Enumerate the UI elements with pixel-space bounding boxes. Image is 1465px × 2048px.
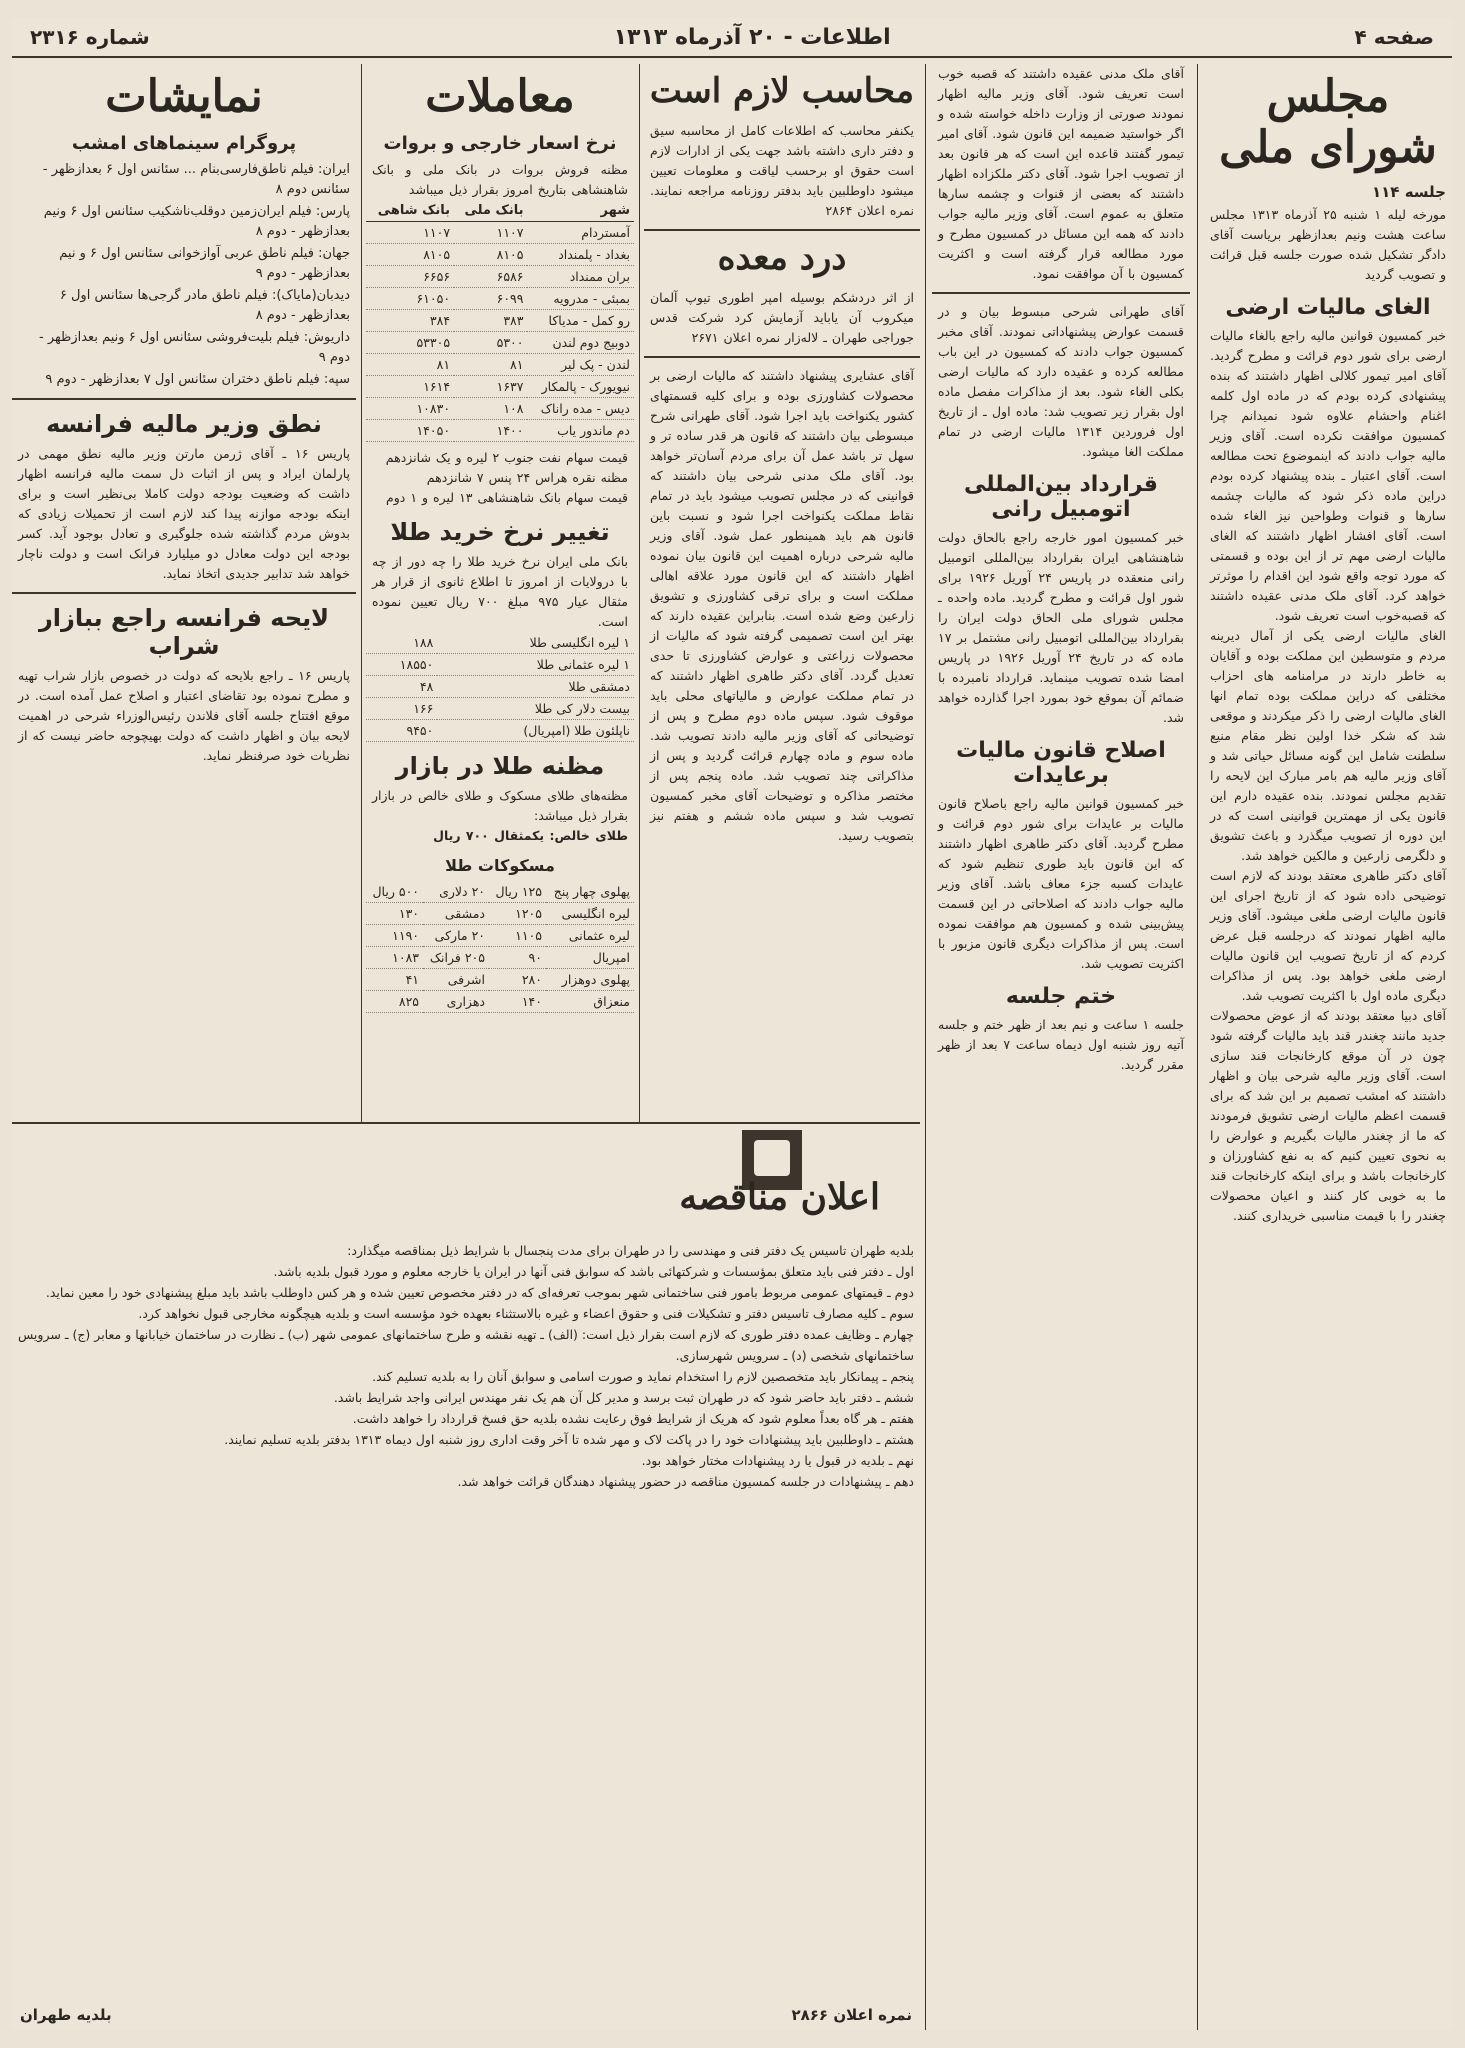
exchange-row — [366, 221, 634, 243]
exchange-cell: ۱۶۱۴ — [366, 375, 454, 397]
parliament-text-3: آقای دکتر طاهری معتقد بودند که لازم است توضیحی داده شود که از تاریخ اجرای این قانون مالیات ارضی ملغی میشود. آقای وزیر مالیه اظهار نمودند که درجلسه قبل عرض کردم که از تاریخ تصویب این قانون مالیات ارضی ملغی خواهد بود. پس از مذاکرات دیگری ماده اول با اکثریت تصویب شد. — [1210, 868, 1446, 1004]
coin-cell: پهلوی دوهزار — [546, 968, 634, 990]
divider — [12, 592, 356, 594]
exchange-cell: رو کمل - مدیاکا — [527, 309, 634, 331]
gold-row — [366, 653, 634, 675]
divider — [12, 398, 356, 400]
gold-cell: ۱ لیره عثمانی طلا — [437, 653, 634, 675]
cinema-title: نمایشات — [105, 71, 263, 122]
coin-cell: دمشقی — [423, 902, 489, 924]
exchange-header-row — [366, 200, 634, 222]
exchange-cell: لندن - پک لیر — [527, 353, 634, 375]
exchange-row — [366, 287, 634, 309]
exchange-row — [366, 353, 634, 375]
masthead — [12, 18, 1452, 58]
tender-item: هشتم ـ داوطلبین باید پیشنهادات خود را در پاکت لاک و مهر شده تا آخر وقت اداری روز شنبه اول دیماه ۱۳۱۳ بدفتر بلدیه تسلیم نمایند. — [224, 1432, 914, 1447]
trade-title: معاملات — [425, 71, 575, 122]
accountant-ad-title: محاسب لازم است — [649, 71, 915, 111]
middle-text-1: آقای ملک مدنی عقیده داشتند که قصبه خوب است تعریف شود. آقای وزیر مالیه اظهار نمودند صورتی از وزارت داخله خواسته شده و اگر خواستید ضمیمه این قانون شود. آقای امیر تیمور گفتند قاعده این است که هر قانون بعد از تصویب اجرا شود. آقای دکتر ملکزاده اظهار داشتند که بعضی از قنوات و چشمه سارها متعلق به عموم است. آقای وزیر مالیه جواب دادند که همه این مسائل در کمسیون مطرح و مورد مطالعه قرار گرفته است و اکثریت کمسیون با آن موافقت نمود. — [938, 66, 1184, 281]
tender-item: نهم ـ بلدیه در قبول یا رد پیشنهادات مختار خواهد بود. — [641, 1453, 914, 1468]
debate-text: آقای عشایری پیشنهاد داشتند که مالیات ارضی بر محصولات کشاورزی بوده و برای کلیه قسمتهای کشور یکنواخت باید اجرا شود. آقای طهرانی شرح مبسوطی بیان داشتند که قانون هر قدر ساده تر و سهل تر باشد عمل آن برای مردم آسان‌تر خواهد بود. آقای ملک مدنی شرحی بیان داشتند که قوانینی که در مجلس تصویب میشود باید در تمام نقاط مملکت یکنواخت اجرا شود و نسبت باین قانون هم باید همینطور عمل شود. آقای وزیر مالیه شرحی درباره اهمیت این قانون بیان نموده اظهار داشتند که این قانون مورد علاقه اهالی مملکت است و برای ترقی کشاورزی و تشویق زارعین وضع شده است. بنابراین عقیده دارند که بهتر این است تصمیمی گرفته شود که مالیات از محصولات زراعتی و عوارض کشاورزی تا حدی تعدیل گردد. آقای دکتر طاهری اظهار داشتند که در تمام مملکت عوارض و مالیاتهای محلی باید موقوف شود. سپس ماده دوم مطرح و پس از توضیحاتی که آقای وزیر مالیه دادند تصویب شد. ماده سوم و ماده چهارم قرائت گردید و پس از مذاکراتی چند تصویب شد. ماده پنجم پس از مختصر مذاکره و توضیحات آقای مخبر کمسیون تصویب شد و سپس ماده ششم و هفتم نیز بتصویب رسید. — [650, 368, 914, 844]
cinema-item: دیدبان(مایاک): فیلم ناطق مادر گرجی‌ها سئانس اول ۶ بعدازظهر - دوم ۸ — [59, 287, 350, 323]
exchange-row — [366, 375, 634, 397]
ads-column — [644, 64, 920, 1104]
coin-cell: ۲۰۵ فرانک — [423, 946, 489, 968]
issue-number: شماره ۲۳۱۶ — [30, 25, 150, 49]
exchange-row — [366, 265, 634, 287]
coin-cell: ۵۰۰ ریال — [366, 881, 423, 903]
paper-date: اطلاعات - ۲۰ آذرماه ۱۳۱۳ — [613, 24, 891, 50]
exchange-cell: ۶۱۰۵۰ — [366, 287, 454, 309]
coin-cell: ۹۰ — [489, 946, 546, 968]
cinema-item: ایران: فیلم ناطق‌فارسی‌بنام ... سئانس اول ۶ بعدازظهر - سئانس دوم ۸ — [42, 161, 350, 197]
gold-cell: دمشقی طلا — [437, 675, 634, 697]
exchange-cell: ۱۱۰۷ — [454, 221, 527, 243]
gold-market-subhead: مظنه طلا در بازار — [395, 751, 605, 780]
gold-row — [366, 675, 634, 697]
cinema-item: جهان: فیلم ناطق عربی آوازخوانی سئانس اول ۶ و نیم بعدازظهر - دوم ۹ — [59, 245, 350, 281]
income-tax-subhead: اصلاح قانون مالیات برعایدات — [956, 738, 1166, 788]
cinema-subhead: پروگرام سینماهای امشب — [71, 132, 297, 154]
exchange-cell: ۱۴۰۵۰ — [366, 419, 454, 441]
wine-bill-subhead: لایحه فرانسه راجع ببازار شراب — [38, 603, 330, 660]
exchange-cell: ۱۶۳۷ — [454, 375, 527, 397]
exchange-cell: ۱۱۰۷ — [366, 221, 454, 243]
coin-cell: لیره عثمانی — [546, 924, 634, 946]
exchange-cell: بمبئی - مدرویه — [527, 287, 634, 309]
exchange-cell: ۳۸۴ — [366, 309, 454, 331]
tender-signature: بلدیه طهران — [20, 2006, 112, 2024]
exchange-cell: ۱۴۰۰ — [454, 419, 527, 441]
tender-item: پنجم ـ پیمانکار باید متخصصین لازم را استخدام نماید و صورت اسامی و سوابق آنان را به بلدیه تسلیم کند. — [372, 1369, 914, 1384]
gold-cell: ۹۴۵۰ — [366, 719, 437, 741]
gold-table — [366, 632, 634, 742]
parliament-subhead: الغای مالیات ارضی — [1225, 295, 1431, 321]
coin-cell: ۱۱۰۵ — [489, 924, 546, 946]
gold-cell: ۴۸ — [366, 675, 437, 697]
gold-cell: ۱ لیره انگلیسی طلا — [437, 632, 634, 654]
exchange-cell: دوبیج دوم لندن — [527, 331, 634, 353]
coin-cell: منعزاق — [546, 990, 634, 1012]
gold-market-text: مظنه‌های طلای مسکوک و طلای خالص در بازار بقرار ذیل میباشد: — [372, 787, 628, 823]
tender-notice — [12, 1130, 920, 2030]
coin-cell: ۸۲۵ — [366, 990, 423, 1012]
coin-cell: دهزاری — [423, 990, 489, 1012]
column-rule — [361, 64, 362, 1124]
exchange-cell: بغداد - پلمنداد — [527, 243, 634, 265]
gold-cell: بیست دلار کی طلا — [437, 697, 634, 719]
coin-cell: امپریال — [546, 946, 634, 968]
exchange-cell: ۸۱۰۵ — [454, 243, 527, 265]
parliament-text-2: الغای مالیات ارضی یکی از آمال دیرینه مردم و متوسطین این مملکت بوده و آقایان به خاطر دارند در مرامنامه های احزاب مختلفی که دراین مملکت بوده تمام انها الغای مالیات ارضی را ذکر میکردند و موقعی شد که شکر خدا اولین نظر مقام منیع سلطنت شامل این گونه مسائل حیاتی شد و آقای وزیر مالیه هم بامر مبارک این لایحه را تقدیم مجلس نمودند. بنده عقیده دارم این قانون یکی از مهمترین قوانینی است که در این دوره از تصویب میگذرد و باعث تشویق و دلگرمی زارعین و مالکین خواهد شد. — [1210, 628, 1446, 864]
gold-row — [366, 697, 634, 719]
gold-cell: ۱۸۸ — [366, 632, 437, 654]
exchange-cell: ۶۶۵۶ — [366, 265, 454, 287]
exchange-cell: ۱۰۸ — [454, 397, 527, 419]
exchange-cell: ۶۰۹۹ — [454, 287, 527, 309]
exchange-cell: دم ماندور یاب — [527, 419, 634, 441]
wine-bill-text: پاریس ۱۶ ـ راجع بلایحه که دولت در خصوص بازار شراب تهیه و مطرح نموده بود تقاضای اعتبار و اصلاح عمل آمده است. در موقع افتتاح جلسه آقای فلاندن رئیس‌الوزراء شرحی در اهمیت لایحه بیان و اظهار داشت که دولت بهیچوجه حاضر نیست که از نظریات خود صرفنظر نماید. — [18, 667, 350, 763]
exchange-note: مظنه فروش بروات در بانک ملی و بانک شاهنشاهی بتاریخ امروز بقرار ذیل میباشد — [372, 161, 628, 197]
exchange-subhead: نرخ اسعار خارجی و بروات — [383, 132, 617, 154]
coin-cell: ۲۰ دلاری — [423, 881, 489, 903]
gold-pure: طلای خالص: یکمثقال ۷۰۰ ریال — [433, 827, 628, 843]
middle-text-3: خبر کمسیون امور خارجه راجع بالحاق دولت شاهنشاهی ایران بقرارداد بین‌المللی اتومبیل رانی منعقده در پاریس ۲۴ آوریل ۱۹۲۶ برای شور اول قرائت و مطرح گردید. ماده واحده ـ مجلس شورای ملی الحاق دولت ایران را بقرارداد بین‌المللی اتومبیل رانی مشتمل بر ۱۷ ماده که در تاریخ ۲۴ آوریل ۱۹۲۶ در پاریس امضا شده تصویب مینماید. قرارداد نامبرده با ضمائم آن بموقع خود بمورد اجرا گذارده خواهد شد. — [938, 530, 1184, 725]
tender-items — [18, 1261, 914, 1492]
coin-row — [366, 946, 634, 968]
tender-title: اعلان مناقصه — [679, 1176, 880, 1218]
trade-column — [366, 64, 634, 1124]
exchange-cell: ۵۳۰۰ — [454, 331, 527, 353]
session-number: جلسه ۱۱۴ — [1372, 183, 1446, 202]
parliament-text-4: آقای دبیا معتقد بودند که از عوض محصولات جدید مانند چغندر قند باید مالیات گرفته شود چون در آن موقع کارخانجات قند سازی است. آقای وزیر مالیه شرحی بیان و اظهار داشتند که امشب تصمیم بر این شد که برای قسمت اعظم مالیات ارضی تشویق فرمودند که ما از چغندر مالیات بگیریم و عوارض را به نحوی تعیین کنیم که به نفع کشاورزان و کارخانجات باشد و برای اینکه کارخانجات قند ما به خوبی کار کنند و اعیان محصولات چغندر را با قیمت مناسبی خریداری کنند. — [1210, 1008, 1446, 1224]
tender-item: دهم ـ پیشنهادات در جلسه کمسیون مناقصه در حضور پیشنهاد دهندگان قرائت خواهد شد. — [457, 1474, 914, 1489]
tender-notice-number: نمره اعلان ۲۸۶۶ — [791, 2006, 912, 2024]
gold-cell: ۱۸۵۵۰ — [366, 653, 437, 675]
coin-row — [366, 881, 634, 903]
divider — [644, 229, 920, 231]
stomach-ad-text: از اثر دردشکم بوسیله امپر اطوری تیوپ آلمان میکروب آن یاباید آزمایش کرد شرکت قدس جوراجی طهران ـ لاله‌زار نمره اعلان ۲۶۷۱ — [650, 290, 914, 346]
gold-cell: ۱۶۶ — [366, 697, 437, 719]
gold-rate-text: بانک ملی ایران نرخ خرید طلا را چه دور از چه با درولایات از امروز تا اطلاع ثانوی از قرار هر مثقال عیار ۹۷۵ مبلغ ۷۰۰ ریال تعیین نموده است. — [372, 553, 628, 629]
tender-item: هفتم ـ هر گاه بعداً معلوم شود که هریک از شرایط فوق رعایت نشده بلدیه حق فسخ قرارداد را خواهد داشت. — [352, 1411, 914, 1426]
oil-shares: قیمت سهام نفت جنوب ۲ لیره و یک شانزدهم — [385, 449, 628, 465]
newspaper-page — [12, 18, 1452, 2030]
gold-row — [366, 719, 634, 741]
gold-row — [366, 632, 634, 654]
column-rule — [639, 64, 640, 1124]
parliament-title: مجلس شورای ملی — [1219, 71, 1437, 173]
coins-subhead: مسکوکات طلا — [445, 855, 555, 875]
france-speech-subhead: نطق وزیر مالیه فرانسه — [46, 409, 322, 438]
coin-cell: پهلوی چهار پنج — [546, 881, 634, 903]
exchange-cell: ۱۰۸۳۰ — [366, 397, 454, 419]
column-rule — [925, 64, 926, 2030]
exchange-cell: ۳۸۳ — [454, 309, 527, 331]
coin-cell: لیره انگلیسی — [546, 902, 634, 924]
exchange-row — [366, 243, 634, 265]
gold-rate-subhead: تغییر نرخ خرید طلا — [390, 517, 610, 546]
exchange-cell: ۵۳۳۰۵ — [366, 331, 454, 353]
exchange-cell: آمستردام — [527, 221, 634, 243]
divider — [932, 292, 1190, 294]
divider — [644, 356, 920, 358]
exchange-cell: دیس - مده راناک — [527, 397, 634, 419]
header-city: شهر — [527, 200, 634, 222]
coin-row — [366, 902, 634, 924]
tender-item: ششم ـ دفتر باید حاضر شود که در طهران ثبت برسد و مدیر کل آن هم یک نفر مهندس ایرانی واجد شرایط باشد. — [333, 1390, 914, 1405]
france-speech-text: پاریس ۱۶ ـ آقای ژرمن مارتن وزیر مالیه نطق مهمی در پارلمان ایراد و پس از اثبات دل سمت مالیه فرانسه اظهار داشت که وضعیت بودجه دولت کاملا بی‌نظیر است و برای اینکه بودجه موازنه پیدا کند لازم است از تحمیلات زیادی که بدوش مردم گذاشته شده جلوگیری و تعادل بوجود آید. کسر بودجه این دولت معادل دو میلیارد فرانک است و دولت ناچار خواهد شد تدابیر جدیدی اتخاذ نماید. — [18, 445, 350, 581]
parliament-text-1: خبر کمسیون قوانین مالیه راجع بالغاء مالیات ارضی برای شور دوم قرائت و مطرح گردید. آقای امیر تیمور کلالی اظهار داشتند که بنده پیشنهادی کرده بودم که در ماده اول کلمه اغنام واحشام علاوه شود نمیدانم چرا کمسیون موافقت نکرده است. آقای وزیر مالیه جواب دادند که اینموضوع تحت مطالعه است. آقای اعتبار ـ بنده پیشنهاد کرده بودم دراین ماده ذکر شود که مالیات چشمه سارها و قنوات وطواحین نیز الغاء شده است. آقای افشار اظهار داشتند که الغای مالیات ارضی مهم تر از این بوده و قسمتی که مورد توجه واقع شود این اقدام را موثرتر خواهد کرد. آقای ملک مدنی عقیده داشتند که قصبه‌خوب است تعریف شود. — [1210, 328, 1446, 624]
coin-cell: اشرفی — [423, 968, 489, 990]
car-treaty-subhead: قرارداد بین‌المللی اتومبیل رانی — [964, 472, 1158, 522]
parliament-column — [1204, 64, 1452, 2030]
exchange-cell: بران ممنداد — [527, 265, 634, 287]
cinema-item: پارس: فیلم ایران‌زمین دوقلب‌ناشکیب سئانس اول ۶ ونیم بعدازظهر - دوم ۸ — [43, 203, 350, 239]
middle-text-2: آقای طهرانی شرحی مبسوط بیان و در قسمت عوارض پیشنهاداتی نمودند. آقای مخبر کمسیون جواب دادند که کمسیون در این باب مطالعه کرده و عقیده دارد که مالیات ارضی بکلی الغاء شود. بعد از مذاکرات مفصل ماده اول بقرار زیر تصویب شد: ماده اول ـ از تاریخ اول فروردین ۱۳۱۴ مالیات ارضی در تمام مملکت الغا میشود. — [938, 304, 1185, 459]
coin-cell: ۴۱ — [366, 968, 423, 990]
middle-column — [932, 64, 1190, 2030]
exchange-cell: ۸۱ — [454, 353, 527, 375]
accountant-ad-text: یکنفر محاسب که اطلاعات کامل از محاسبه سیق و دفتر داری داشته باشد جهت یکی از ادارات لازم است حقوق او برحسب لیاقت و معلومات تعیین میشود داوطلبین باید بدفتر روزنامه مراجعه نمایند. نمره اعلان ۲۸۶۴ — [650, 123, 914, 219]
exchange-row — [366, 309, 634, 331]
cinema-column — [12, 64, 356, 1124]
coins-table — [366, 881, 634, 1013]
tender-item: اول ـ دفتر فنی باید متعلق بمؤسسات و شرکتهائی باشد که سوابق فنی آنها در ایران یا خارجه معلوم و مورد قبول بلدیه باشد. — [273, 1264, 914, 1279]
exchange-row — [366, 331, 634, 353]
cinema-list — [12, 160, 356, 390]
parliament-intro: مورخه لیله ۱ شنبه ۲۵ آذرماه ۱۳۱۳ مجلس ساعت هشت ونیم بعدازظهر بریاست آقای دادگر تشکیل شده صورت جلسه قبل قرائت و تصویب گردید — [1210, 207, 1447, 283]
column-rule — [1197, 64, 1198, 2030]
stomach-ad-title: درد معده — [717, 238, 847, 279]
coin-cell: ۲۸۰ — [489, 968, 546, 990]
coin-cell: ۱۲۰۵ — [489, 902, 546, 924]
middle-text-4: خبر کمسیون قوانین مالیه راجع باصلاح قانون مالیات بر عایدات برای شور دوم قرائت و مطرح گردید. آقای دکتر طاهری اظهار داشتند که این قانون باید طوری تنظیم شود که عایدات کسبه جزء معاف باشد. آقای وزیر مالیه جواب دادند که اصلاحاتی در این قسمت پیش‌بینی شده و کمسیون هم موافقت نموده است. پس از مذاکرات دیگری قانون مزبور با اکثریت تصویب شد. — [938, 796, 1184, 971]
exchange-table — [366, 200, 634, 442]
tender-item: چهارم ـ وظایف عمده دفتر طوری که لازم است بقرار ذیل است: (الف) ـ تهیه نقشه و طرح ساختمانهای عمومی شهر (ب) ـ نظارت در ساختمان خیابانها و معابر (ج) ـ سرویس ساختمانهای شخصی (د) ـ سرویس شهرسازی. — [18, 1327, 914, 1363]
cinema-item: داریوش: فیلم بلیت‌فروشی سئانس اول ۶ ونیم بعدازظهر - دوم ۹ — [39, 329, 350, 365]
tender-item: سوم ـ کلیه مصارف تاسیس دفتر و تشکیلات فنی و حقوق اعضاء و غیره بالاستثناء بعهده خود مؤسسه است و بلدیه هیچگونه مخارجی قبول نخواهد کرد. — [138, 1306, 914, 1321]
exchange-row — [366, 397, 634, 419]
header-bank-shahi: بانک شاهی — [366, 200, 454, 222]
coin-cell: ۱۴۰ — [489, 990, 546, 1012]
coin-cell: ۱۱۹۰ — [366, 924, 423, 946]
coin-cell: ۱۲۵ ریال — [489, 881, 546, 903]
tender-footer — [20, 2006, 912, 2024]
coin-row — [366, 968, 634, 990]
session-end-subhead: ختم جلسه — [1005, 984, 1117, 1009]
middle-text-5: جلسه ۱ ساعت و نیم بعد از ظهر ختم و جلسه آتیه روز شنبه اول دیماه ساعت ۷ بعد از ظهر مقرر گردید. — [938, 1017, 1184, 1072]
coin-cell: ۱۰۸۳ — [366, 946, 423, 968]
page-number: صفحه ۴ — [1354, 25, 1434, 49]
coin-cell: ۲۰ مارکی — [423, 924, 489, 946]
header-bank-melli: بانک ملی — [454, 200, 527, 222]
exchange-cell: ۸۱ — [366, 353, 454, 375]
section-rule — [12, 1122, 920, 1124]
tender-intro: بلدیه طهران تاسیس یک دفتر فنی و مهندسی را در طهران برای مدت پنجسال با شرایط ذیل بمناقصه میگذارد: — [347, 1243, 914, 1258]
bank-shares: قیمت سهام بانک شاهنشاهی ۱۳ لیره و ۱ دوم — [386, 489, 628, 505]
coin-row — [366, 990, 634, 1012]
exchange-row — [366, 419, 634, 441]
exchange-cell: نیویورک - پالمکار — [527, 375, 634, 397]
exchange-cell: ۸۱۰۵ — [366, 243, 454, 265]
cinema-item: سپه: فیلم ناطق دختر‌ان سئانس اول ۷ بعدازظهر - دوم ۹ — [45, 371, 350, 387]
gold-cell: ناپلئون طلا (امپریال) — [437, 719, 634, 741]
tender-body — [18, 1240, 914, 1492]
silver-price: مظنه نقره هراس ۲۴ پنس ۷ شانزدهم — [426, 469, 628, 485]
tender-item: دوم ـ قیمتهای عمومی مربوط بامور فنی ساختمانی شهر بموجب تعرفه‌ای که در دفتر مخصوص تعیین شده و هر کس داوطلب باشد باید مبلغ پیشنهادی خود را معین نماید. — [45, 1285, 914, 1300]
coin-cell: ۱۳۰ — [366, 902, 423, 924]
exchange-cell: ۶۵۸۶ — [454, 265, 527, 287]
coin-row — [366, 924, 634, 946]
